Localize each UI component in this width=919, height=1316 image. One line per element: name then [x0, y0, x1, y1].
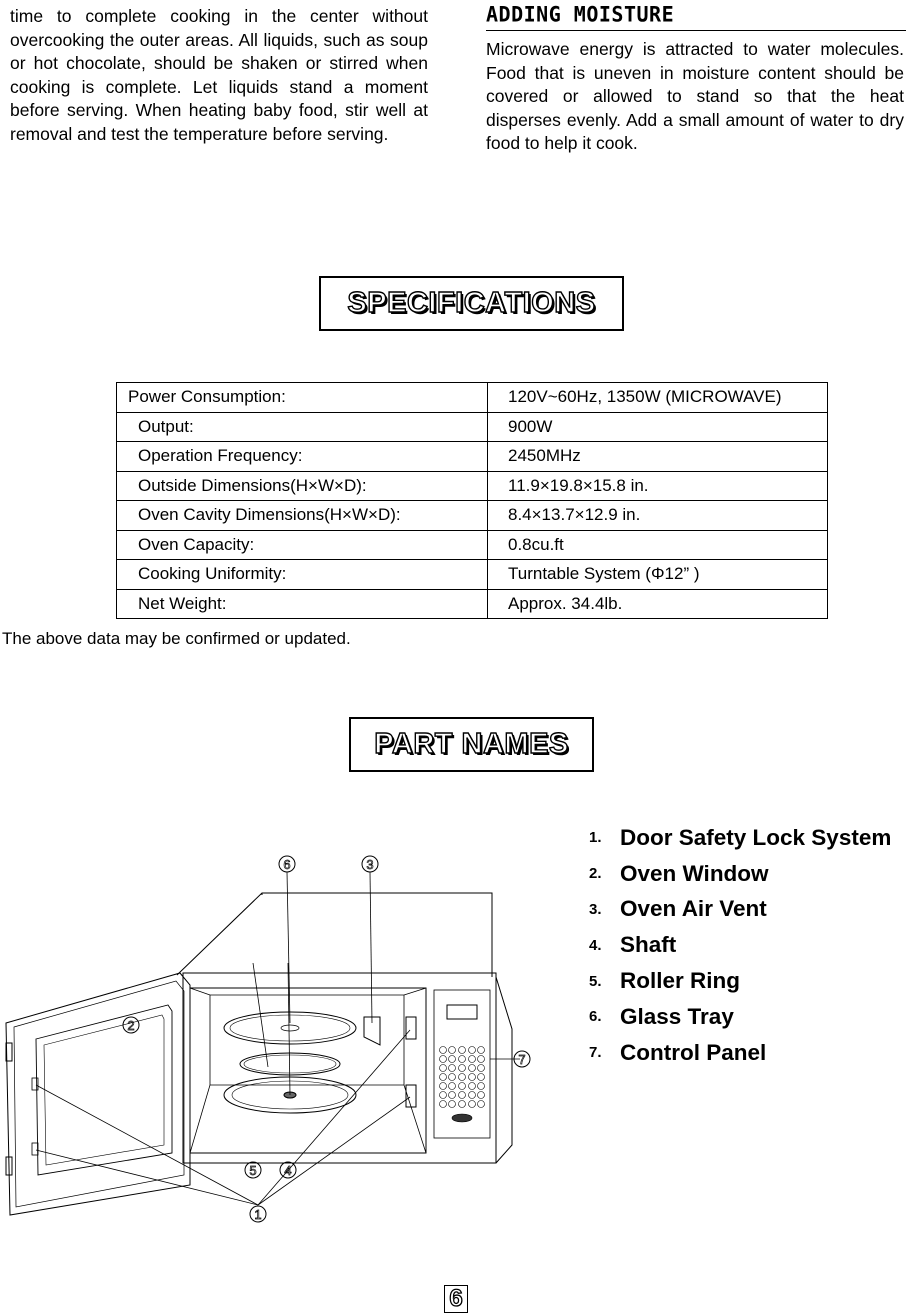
spec-label: Oven Cavity Dimensions(H×W×D): — [117, 501, 488, 531]
part-names-title: PART NAMES — [349, 717, 594, 772]
part-number: 3. — [589, 900, 602, 918]
part-number: 7. — [589, 1044, 602, 1062]
spec-label: Output: — [117, 412, 488, 442]
table-row — [117, 442, 828, 472]
control-keypad — [440, 1047, 485, 1123]
callout-4 — [280, 1162, 296, 1178]
spec-value: 900W — [488, 412, 828, 442]
table-row — [117, 560, 828, 590]
list-item — [589, 963, 891, 999]
list-item — [589, 892, 891, 928]
table-row — [117, 589, 828, 619]
callout-5 — [245, 1162, 261, 1178]
spec-label: Power Consumption: — [117, 383, 488, 413]
door-inner-frame — [14, 981, 184, 1207]
callout-2-text: 2 — [127, 1018, 135, 1033]
table-row — [117, 530, 828, 560]
oven-window-inner — [44, 1015, 164, 1165]
part-number: 1. — [589, 829, 602, 847]
table-row — [117, 412, 828, 442]
spec-value: 0.8cu.ft — [488, 530, 828, 560]
part-name: Control Panel — [620, 1039, 767, 1065]
spec-label: Operation Frequency: — [117, 442, 488, 472]
cooking-tips-paragraph: time to complete cooking in the center without overcooking the outer areas. All liquids, such as soup or hot chocolate, should be shaken or stirred when cooking is complete. Let liquids stand a moment before serving. When heating baby food, stir well at removal and test the temperature before serving. — [10, 6, 428, 144]
cabinet-top-outline — [177, 893, 492, 977]
list-item — [589, 856, 891, 892]
part-names-list — [589, 820, 891, 1071]
cabinet-side — [496, 977, 512, 1163]
spec-label: Cooking Uniformity: — [117, 560, 488, 590]
spec-value: 8.4×13.7×12.9 in. — [488, 501, 828, 531]
adding-moisture-heading-text: ADDING MOISTURE — [486, 1, 675, 27]
part-number: 6. — [589, 1008, 602, 1026]
spec-value: Turntable System (Φ12” ) — [488, 560, 828, 590]
part-name: Oven Air Vent — [620, 896, 767, 922]
door-outline — [6, 973, 190, 1215]
part-number: 5. — [589, 972, 602, 990]
oven-window-part — [36, 1005, 172, 1175]
list-item — [589, 1035, 891, 1071]
part-name: Roller Ring — [620, 968, 741, 994]
spec-label: Oven Capacity: — [117, 530, 488, 560]
spec-label: Outside Dimensions(H×W×D): — [117, 471, 488, 501]
part-number: 2. — [589, 865, 602, 883]
latch-slot-top — [406, 1017, 416, 1039]
callout-3 — [362, 856, 378, 872]
list-item — [589, 820, 891, 856]
callout-4-text: 4 — [284, 1163, 292, 1178]
part-name: Glass Tray — [620, 1003, 734, 1029]
table-row — [117, 383, 828, 413]
adding-moisture-paragraph: Microwave energy is attracted to water molecules. Food that is uneven in moisture content should be covered or allowed to stand so that the heat disperses evenly. Add a small amount of water to dry food to help it cook. — [486, 39, 904, 153]
door-latch-bottom — [32, 1143, 38, 1155]
callout-1 — [250, 1206, 266, 1222]
leader-lines — [36, 872, 520, 1205]
cavity-back-wall — [210, 995, 404, 1085]
table-row — [117, 501, 828, 531]
specifications-note: The above data may be confirmed or updated. — [2, 629, 351, 648]
part-number: 4. — [589, 936, 602, 954]
spec-value: Approx. 34.4lb. — [488, 589, 828, 619]
callout-2 — [123, 1017, 139, 1033]
spec-value: 2450MHz — [488, 442, 828, 472]
glass-tray-center — [281, 1025, 299, 1031]
control-display — [447, 1005, 477, 1019]
adding-moisture-heading — [486, 2, 906, 31]
part-name: Oven Window — [620, 860, 769, 886]
callout-1-text: 1 — [254, 1207, 262, 1222]
spec-label: Net Weight: — [117, 589, 488, 619]
callout-3-text: 3 — [366, 857, 374, 872]
cabinet-front — [183, 973, 496, 1163]
list-item — [589, 999, 891, 1035]
page-number: 6 — [444, 1285, 468, 1313]
spec-value: 11.9×19.8×15.8 in. — [488, 471, 828, 501]
specifications-table — [116, 382, 828, 619]
part-name: Door Safety Lock System — [620, 824, 892, 850]
callout-6-text: 6 — [283, 857, 291, 872]
callout-6 — [279, 856, 295, 872]
callout-7-text: 7 — [518, 1052, 526, 1067]
table-row — [117, 471, 828, 501]
list-item — [589, 927, 891, 963]
microwave-diagram — [0, 845, 540, 1230]
spec-value: 120V~60Hz, 1350W (MICROWAVE) — [488, 383, 828, 413]
specifications-title: SPECIFICATIONS — [319, 276, 624, 331]
part-name: Shaft — [620, 932, 677, 958]
callout-5-text: 5 — [249, 1163, 257, 1178]
